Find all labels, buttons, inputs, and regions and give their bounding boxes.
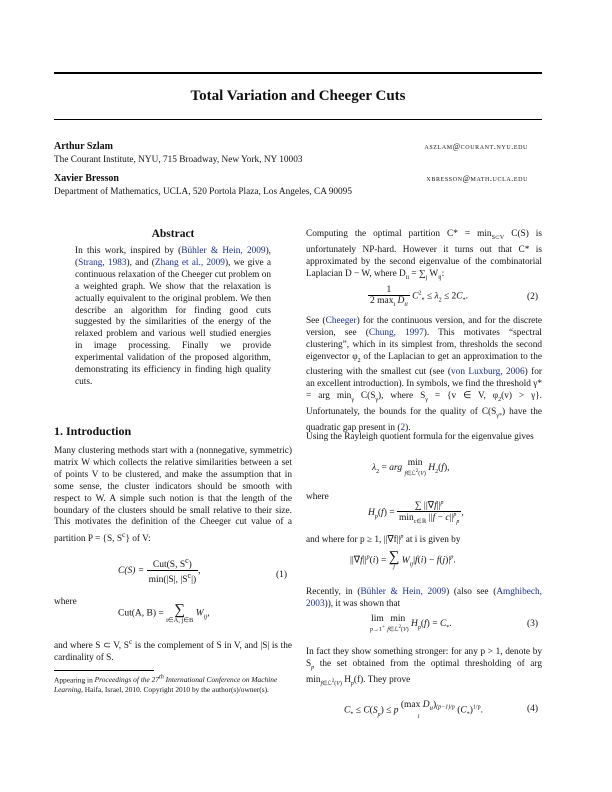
right-paragraph: See (Cheeger) for the continuous version, and for the discrete version, see (Chung, 1997). This motivates “spectral clustering”, which in its simplest from, thresholds the second eigenvector $\varphi_2$ of the Laplacian to get an approximation to the clustering with the smallest cut (see (von Luxburg, 2006) for an excellent introduction). In symbols, we find the threshold γ* = arg $\min_\gamma C(S_\gamma)$, where $S_\gamma = \{v$ ∈ V, $\varphi_2(v) > \gamma$}. Unfortunately, the bounds for the quality of $C(S_{\gamma*})$ have the quadratic gap present in (2). xyxy=(306,316,543,433)
section-heading: 1. Introduction xyxy=(54,424,132,438)
citation-link[interactable]: Amghibech, 2003 xyxy=(306,587,543,609)
citation-link[interactable]: Zhang et al., 2009 xyxy=(154,257,225,268)
right-paragraph: Using the Rayleigh quotient formula for the eigenvalue gives xyxy=(306,432,534,442)
author-email: xbresson@math.ucla.edu xyxy=(426,174,528,183)
equation-number: (2) xyxy=(527,292,539,302)
right-paragraph: Recently, in (Bühler & Hein, 2009) (also see (Amghibech, 2003)), it was shown that xyxy=(306,587,543,609)
equation-h-p: $H_p(f)$ = $\frac{\sum ||\nabla f||^p}{\min_{c\in ℝ} ||f - c||^p_p}$ , xyxy=(368,500,464,526)
top-rule xyxy=(54,72,542,74)
equation-eigenvalue-bound: $\frac{1}{2 \max_i D_{ii}}$ $C^2_* \le \lambda_2 \le 2C_*$. xyxy=(370,285,468,308)
right-paragraph: In fact they show something stronger: for any p > 1, denote by $S_p$ the set obtained from the optimal thresholding of arg $\min_{f\in ℒ^2(V)} H_p(f)$. They prove xyxy=(306,647,542,687)
citation-link[interactable]: Cheeger xyxy=(325,316,357,326)
equation-cheeger-value: C(S) = $\frac{Cut(S, S^c)}{\min(|S|, |S^c|)}$ , xyxy=(118,556,201,586)
footnote-rule xyxy=(54,670,154,671)
where-text: where xyxy=(306,492,329,502)
where-text: where xyxy=(54,597,77,607)
author-affiliation: The Courant Institute, NYU, 715 Broadway, New York, NY 10003 xyxy=(54,155,303,165)
intro-paragraph: and where S ⊂ V, $S^c$ is the complement of S in V, and |S| is the cardinality of S. xyxy=(54,637,292,663)
author-affiliation: Department of Mathematics, UCLA, 520 Portola Plaza, Los Angeles, CA 90095 xyxy=(54,187,352,197)
equation-grad-norm: $||\nabla f||^p(i)$ = ∑ j $W_{ij}|f(i) - f(j)|^p$. xyxy=(350,549,456,570)
abstract-heading: Abstract xyxy=(151,228,195,240)
citation-link[interactable]: Strang, 1983 xyxy=(78,257,127,268)
right-paragraph: Computing the optimal partition $C* = \min_{S\subset V} C(S)$ is unfortunately NP-hard. However it turns out that C* is approximated by the second eigenvalue of the combinatorial Laplacian D − W, where $D_{ii} = \sum_j$ $W_{ij}$: xyxy=(306,229,542,281)
equation-bound: $C_* \le C(S_p) \le p$ (max $D_{ii}$) i $^{(p-1)/p}$ $(C_*)^{1/p}$. xyxy=(344,700,483,720)
footnote: Appearing in Proceedings of the 27th International Conference on Machine Learning, Haifa, Israel, 2010. Copyright 2010 by the author(s)/owner(s). xyxy=(54,675,278,694)
intro-paragraph: Many clustering methods start with a (nonnegative, symmetric) matrix W which collects the relative similarities between a set of points V to be clustered, and make the assumption that in some sense, the cluster indicators should be smooth with respect to W. A simple such notion is that the length of the boundary of the clusters should be small relative to their size. This motivates the definition of the Cheeger cut value of a partition P = {S, $S^c$} of V: xyxy=(54,446,292,545)
author-email: aszlam@courant.nyu.edu xyxy=(424,142,528,151)
equation-cut: Cut(A, B) = ∑ i∈A, j∈B $W_{ij}$, xyxy=(118,602,210,624)
right-paragraph: and where for p ≥ 1, $||\nabla f||^p$ at i is given by xyxy=(306,534,461,546)
equation-rayleigh: $\lambda_2$ = arg min f∈ℒ$^2$(V) $H_2(f)$, xyxy=(372,458,450,477)
abstract-body: In this work, inspired by (Bühler & Hein, 2009), (Strang, 1983), and (Zhang et al., 2009), we give a continuous relaxation of the Cheeger cut problem on a weighted graph. We show that the relaxation is actually equivalent to the original problem. We then describe an algorithm for finding good cuts suggested by the similarities of the energy of the relaxed problem and various well studied energies in image processing. Finally we provide experimental validation of the proposed algorithm, demonstrating its efficiency in finding high quality cuts. xyxy=(75,246,271,387)
equation-ref-link[interactable]: 2 xyxy=(400,422,406,433)
equation-number: (1) xyxy=(276,570,288,580)
citation-link[interactable]: Chung, 1997 xyxy=(368,327,424,338)
equation-limit: lim p→1+ min f∈ℒ$^2$(V) $H_p(f) = C_*$. xyxy=(370,614,452,633)
citation-link[interactable]: Bühler & Hein, 2009 xyxy=(360,587,447,597)
citation-link[interactable]: Bühler & Hein, 2009 xyxy=(181,246,266,256)
citation-link[interactable]: von Luxburg, 2006 xyxy=(451,367,525,378)
author-name: Arthur Szlam xyxy=(54,141,113,152)
title-rule xyxy=(54,119,542,120)
equation-number: (3) xyxy=(527,619,539,629)
author-name: Xavier Bresson xyxy=(54,173,119,184)
paper-title: Total Variation and Cheeger Cuts xyxy=(190,88,406,104)
equation-number: (4) xyxy=(527,704,539,714)
